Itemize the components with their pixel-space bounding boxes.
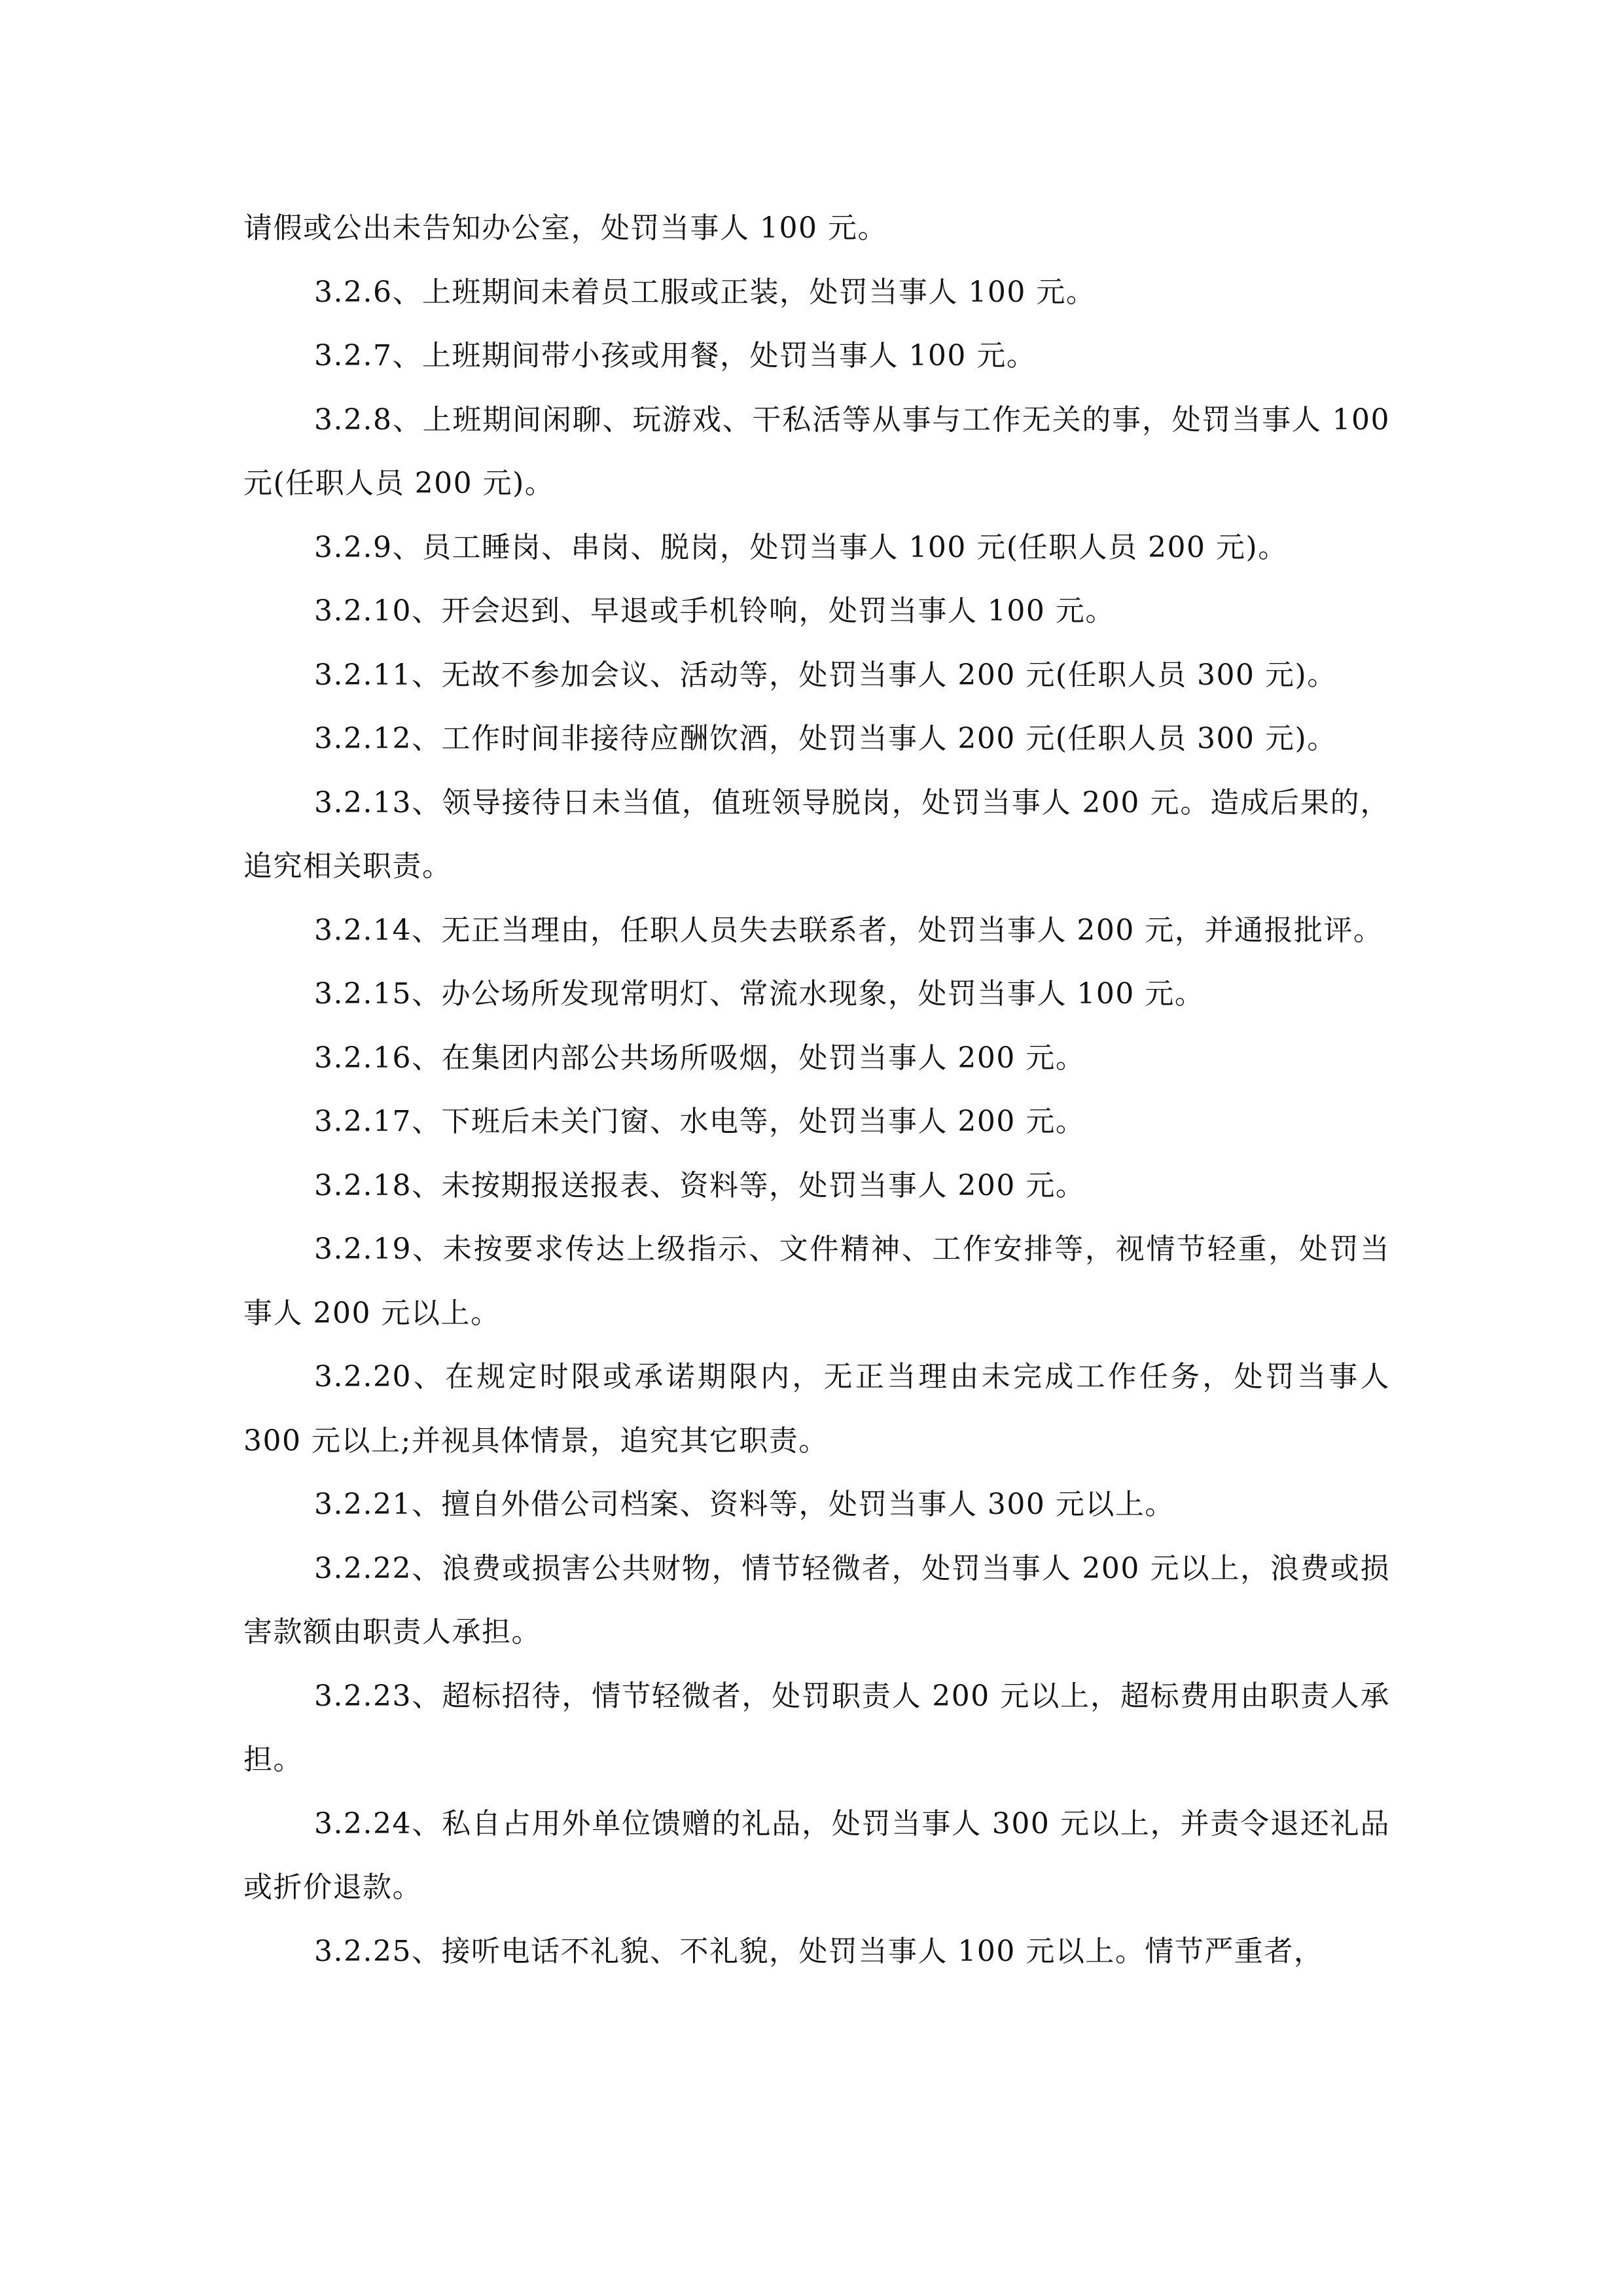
paragraph: 3.2.23、超标招待，情节轻微者，处罚职责人 200 元以上，超标费用由职责人承担。 xyxy=(243,1679,1390,1776)
paragraph: 3.2.9、员工睡岗、串岗、脱岗，处罚当事人 100 元(任职人员 200 元)。 xyxy=(314,530,1288,564)
paragraph: 3.2.12、工作时间非接待应酬饮酒，处罚当事人 200 元(任职人员 300 元)。 xyxy=(314,722,1337,755)
document-body xyxy=(243,196,1390,1983)
paragraph: 3.2.6、上班期间未着员工服或正装，处罚当事人 100 元。 xyxy=(314,275,1096,309)
paragraph: 3.2.14、无正当理由，任职人员失去联系者，处罚当事人 200 元，并通报批评。 xyxy=(314,913,1383,947)
paragraph: 3.2.13、领导接待日未当值，值班领导脱岗，处罚当事人 200 元。造成后果的，追究相关职责。 xyxy=(243,785,1390,883)
paragraph: 3.2.18、未按期报送报表、资料等，处罚当事人 200 元。 xyxy=(314,1168,1086,1202)
paragraph: 3.2.25、接听电话不礼貌、不礼貌，处罚当事人 100 元以上。情节严重者， xyxy=(314,1934,1324,1968)
paragraph: 3.2.19、未按要求传达上级指示、文件精神、工作安排等，视情节轻重，处罚当事人 200 元以上。 xyxy=(243,1232,1390,1330)
paragraph: 3.2.8、上班期间闲聊、玩游戏、干私活等从事与工作无关的事，处罚当事人 100 元(任职人员 200 元)。 xyxy=(243,403,1390,500)
paragraph: 3.2.16、在集团内部公共场所吸烟，处罚当事人 200 元。 xyxy=(314,1041,1086,1075)
paragraph: 请假或公出未告知办公室，处罚当事人 100 元。 xyxy=(243,211,887,245)
paragraph: 3.2.15、办公场所发现常明灯、常流水现象，处罚当事人 100 元。 xyxy=(314,977,1205,1011)
paragraph: 3.2.22、浪费或损害公共财物，情节轻微者，处罚当事人 200 元以上，浪费或损害款额由职责人承担。 xyxy=(243,1551,1390,1649)
paragraph: 3.2.20、在规定时限或承诺期限内，无正当理由未完成工作任务，处罚当事人 300 元以上;并视具体情景，追究其它职责。 xyxy=(243,1360,1390,1458)
paragraph: 3.2.10、开会迟到、早退或手机铃响，处罚当事人 100 元。 xyxy=(314,594,1115,628)
paragraph: 3.2.7、上班期间带小孩或用餐，处罚当事人 100 元。 xyxy=(314,339,1037,372)
paragraph: 3.2.24、私自占用外单位馈赠的礼品，处罚当事人 300 元以上，并责令退还礼品或折价退款。 xyxy=(243,1806,1390,1904)
paragraph: 3.2.11、无故不参加会议、活动等，处罚当事人 200 元(任职人员 300 元)。 xyxy=(314,658,1337,692)
paragraph: 3.2.21、擅自外借公司档案、资料等，处罚当事人 300 元以上。 xyxy=(314,1488,1175,1521)
paragraph: 3.2.17、下班后未关门窗、水电等，处罚当事人 200 元。 xyxy=(314,1105,1086,1138)
